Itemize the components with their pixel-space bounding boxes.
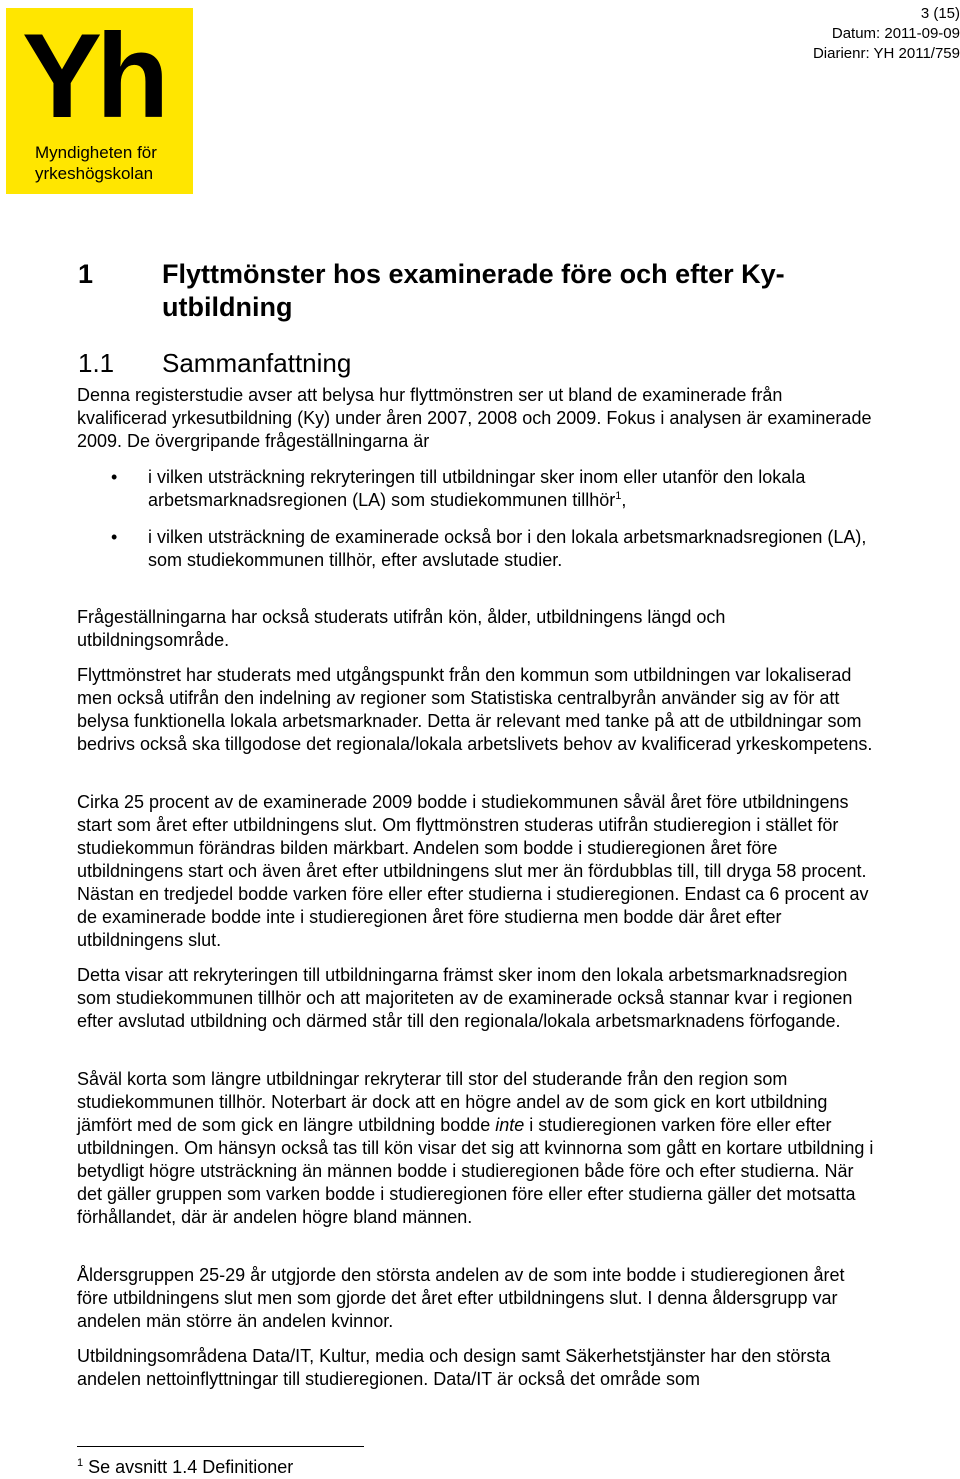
section-title: Flyttmönster hos examinerade före och efter Ky-utbildning [162, 259, 785, 322]
list-item: i vilken utsträckning de examinerade också bor i den lokala arbetsmarknadsregionen (LA), som studiekommunen tillhör, efter avslutade studier. [148, 527, 867, 570]
emphasis-text: inte [495, 1115, 525, 1135]
document-diarienr: Diarienr: YH 2011/759 [812, 45, 960, 62]
paragraph: Flyttmönstret har studerats med utgångspunkt från den kommun som utbildningen var lokaliserad men också utifrån den indelning av regioner som Statistiska centralbyrån använder sig av för att belysa funktionella lokala arbetsmarknader. Detta är relevant med tanke på att de utbildningar som bedrivs också ska tillgodose det regionala/lokala arbetslivets behov av kvalificerad yrkeskompetens. [77, 665, 873, 754]
footnote-marker: 1 [77, 1457, 84, 1469]
subsection-number: 1.1 [78, 348, 115, 378]
bullet-marker: • [111, 527, 118, 547]
paragraph: Cirka 25 procent av de examinerade 2009 bodde i studiekommunen såväl året före utbildningens start som året efter utbildningens slut. Om flyttmönstren studeras utifrån studieregion i stället för studiekommun förändras bilden märkbart. Andelen som bodde i studieregionen året före utbildningens start och även året efter utbildningens slut mer än fördubblas till, till dryga 58 procent. Nästan en tredjedel bodde varken före eller efter studierna i studieregionen. Endast ca 6 procent av de examinerade bodde inte i studieregionen året före studierna men bodde där året efter utbildningens slut. [77, 792, 869, 950]
yh-logo [6, 8, 193, 194]
paragraph: Utbildningsområdena Data/IT, Kultur, media och design samt Säkerhetstjänster har den största andelen nettoinflyttningar till studieregionen. Data/IT är också det område som [77, 1346, 831, 1389]
paragraph: Frågeställningarna har också studerats utifrån kön, ålder, utbildningens längd och utbildningsområde. [77, 607, 726, 650]
logo-text-line-1: Myndigheten för [35, 143, 157, 162]
document-header-meta [660, 4, 960, 64]
list-item-punctuation: , [621, 490, 627, 510]
paragraph-text: Såväl korta som längre utbildningar rekryterar till stor del studerande från den region som studiekommunen tillhör. Noterbart är dock att en högre andel av de som gick en kort utbildning jämfört med de som gick en längre utbildning bodde [77, 1069, 828, 1135]
list-item [148, 466, 868, 512]
bullet-marker: • [111, 467, 118, 487]
paragraph-intro: Denna registerstudie avser att belysa hur flyttmönstren ser ut bland de examinerade från kvalificerad yrkesutbildning (Ky) under åren 2007, 2008 och 2009. Fokus i analysen är examinerade 2009. De övergripande frågeställningarna är [77, 385, 872, 451]
section-number: 1 [78, 259, 94, 289]
logo-text-line-2: yrkeshögskolan [35, 164, 154, 183]
logo-mark: Yh [22, 9, 164, 143]
paragraph [77, 1068, 877, 1229]
footnote [77, 1456, 293, 1479]
paragraph: Detta visar att rekryteringen till utbildningarna främst sker inom den lokala arbetsmarknadsregion som studiekommunen tillhör och att majoriteten av de examinerade också stannar kvar i regionen efter avslutad utbildning och därmed står till den regionala/lokala arbetsmarknadens förfogande. [77, 965, 853, 1031]
footnote-separator [77, 1446, 364, 1447]
paragraph-text: i studieregionen varken före eller efter utbildningen. Om hänsyn också tas till kön visar det sig att kvinnorna som gått en kortare utbildning i betydligt högre utsträckning än männen bodde i studieregionen både före och efter studierna. När det gäller gruppen som varken bodde i studieregionen före eller efter studierna gäller det motsatta förhållandet, där är andelen högre bland männen. [77, 1115, 874, 1227]
document-date: Datum: 2011-09-09 [831, 25, 960, 42]
subsection-title: Sammanfattning [162, 348, 352, 378]
paragraph: Åldersgruppen 25-29 år utgjorde den största andelen av de som inte bodde i studieregionen året före utbildningens slut men som gjorde det året efter utbildningens slut. I denna åldersgrupp var andelen män större än andelen kvinnor. [77, 1265, 845, 1331]
page-number: 3 (15) [920, 5, 960, 22]
footnote-text: Se avsnitt 1.4 Definitioner [88, 1457, 294, 1477]
footnote-reference[interactable]: 1 [615, 490, 622, 502]
list-item-text: i vilken utsträckning rekryteringen till utbildningar sker inom eller utanför den lokala arbetsmarknadsregionen (LA) som studiekommunen tillhör [148, 467, 806, 510]
